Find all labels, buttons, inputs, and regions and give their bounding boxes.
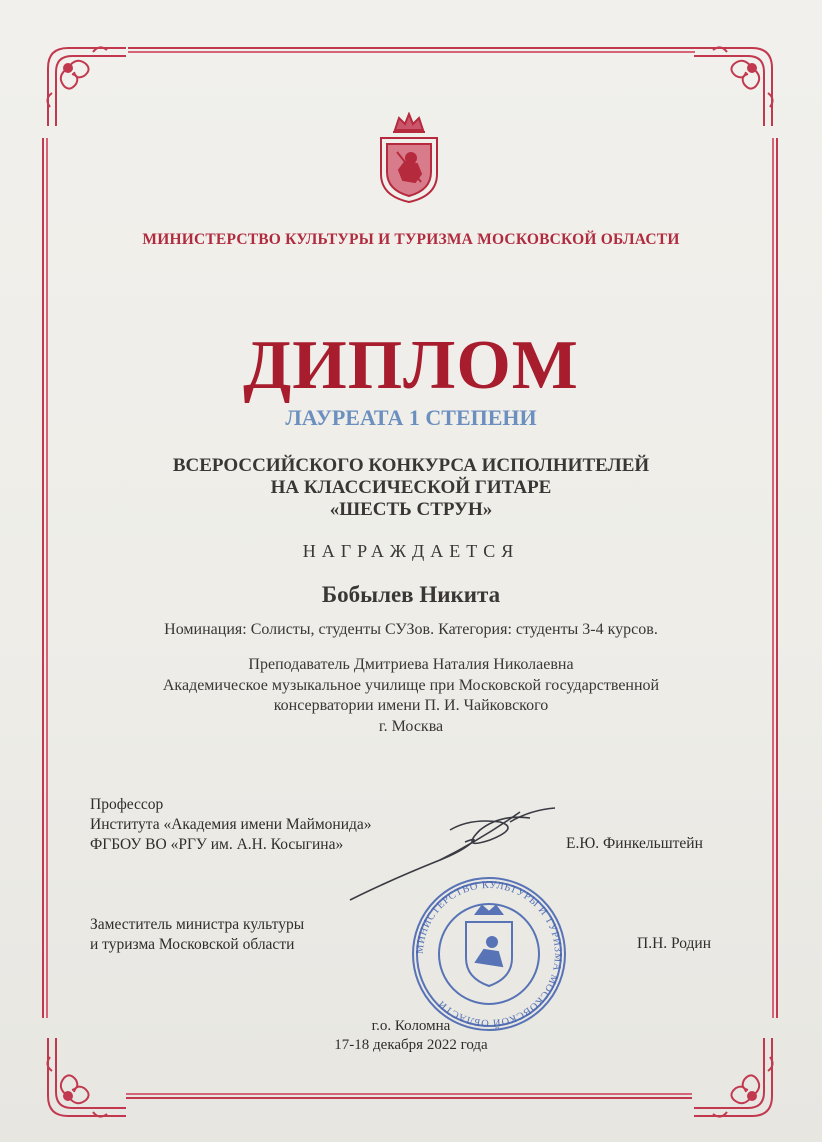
contest-line: «ШЕСТЬ СТРУН»	[329, 499, 493, 520]
footer-date: 17-18 декабря 2022 года	[334, 1037, 488, 1053]
frame-left-rule	[42, 138, 44, 1018]
teacher-block	[0, 655, 822, 737]
signatory-title-2	[90, 915, 304, 955]
diploma-title: ДИПЛОМ	[243, 327, 579, 404]
contest-line: ВСЕРОССИЙСКОГО КОНКУРСА ИСПОЛНИТЕЛЕЙ	[172, 455, 650, 476]
diploma-subtitle: ЛАУРЕАТА 1 СТЕПЕНИ	[285, 405, 537, 430]
stamp-text: МИНИСТЕРСТВО КУЛЬТУРЫ И ТУРИЗМА МОСКОВСКОЙ ОБЛАСТИ	[414, 879, 564, 1029]
teacher-line: г. Москва	[378, 717, 444, 735]
signatory-title-line: ФГБОУ ВО «РГУ им. А.Н. Косыгина»	[90, 836, 344, 853]
signatory-title-line: Профессор	[90, 796, 164, 813]
awarded-label: НАГРАЖДАЕТСЯ	[302, 541, 520, 561]
teacher-line: Преподаватель Дмитриева Наталия Николаевна	[248, 656, 574, 673]
teacher-line: Академическое музыкальное училище при Московской государственной	[162, 676, 660, 694]
ornament-corner-icon	[690, 38, 782, 130]
frame-top-rule	[128, 47, 695, 49]
signatory-title-line: Института «Академия имени Маймонида»	[90, 816, 372, 833]
moscow-oblast-coat-of-arms-icon	[375, 112, 443, 204]
footer-place-date	[0, 1017, 822, 1055]
signatory-title-line: Заместитель министра культуры	[90, 916, 305, 933]
ornament-corner-icon	[38, 38, 130, 130]
teacher-line: консерватории имени П. И. Чайковского	[273, 697, 549, 714]
contest-name	[0, 455, 822, 521]
signatory-name-2: П.Н. Родин	[637, 935, 712, 952]
ministry-header: МИНИСТЕРСТВО КУЛЬТУРЫ И ТУРИЗМА МОСКОВСКОЙ ОБЛАСТИ	[142, 231, 680, 248]
recipient-name: Бобылев Никита	[321, 582, 501, 607]
signatory-name-1: Е.Ю. Финкельштейн	[566, 835, 703, 852]
nomination-text: Номинация: Солисты, студенты СУЗов. Категория: студенты 3-4 курсов.	[164, 621, 658, 638]
contest-line: НА КЛАССИЧЕСКОЙ ГИТАРЕ	[270, 477, 552, 498]
signatory-title-line: и туризма Московской области	[90, 936, 295, 953]
frame-right-rule	[776, 138, 778, 1018]
official-stamp	[404, 874, 574, 1034]
footer-city: г.о. Коломна	[371, 1018, 451, 1034]
frame-bottom-rule	[126, 1097, 692, 1099]
